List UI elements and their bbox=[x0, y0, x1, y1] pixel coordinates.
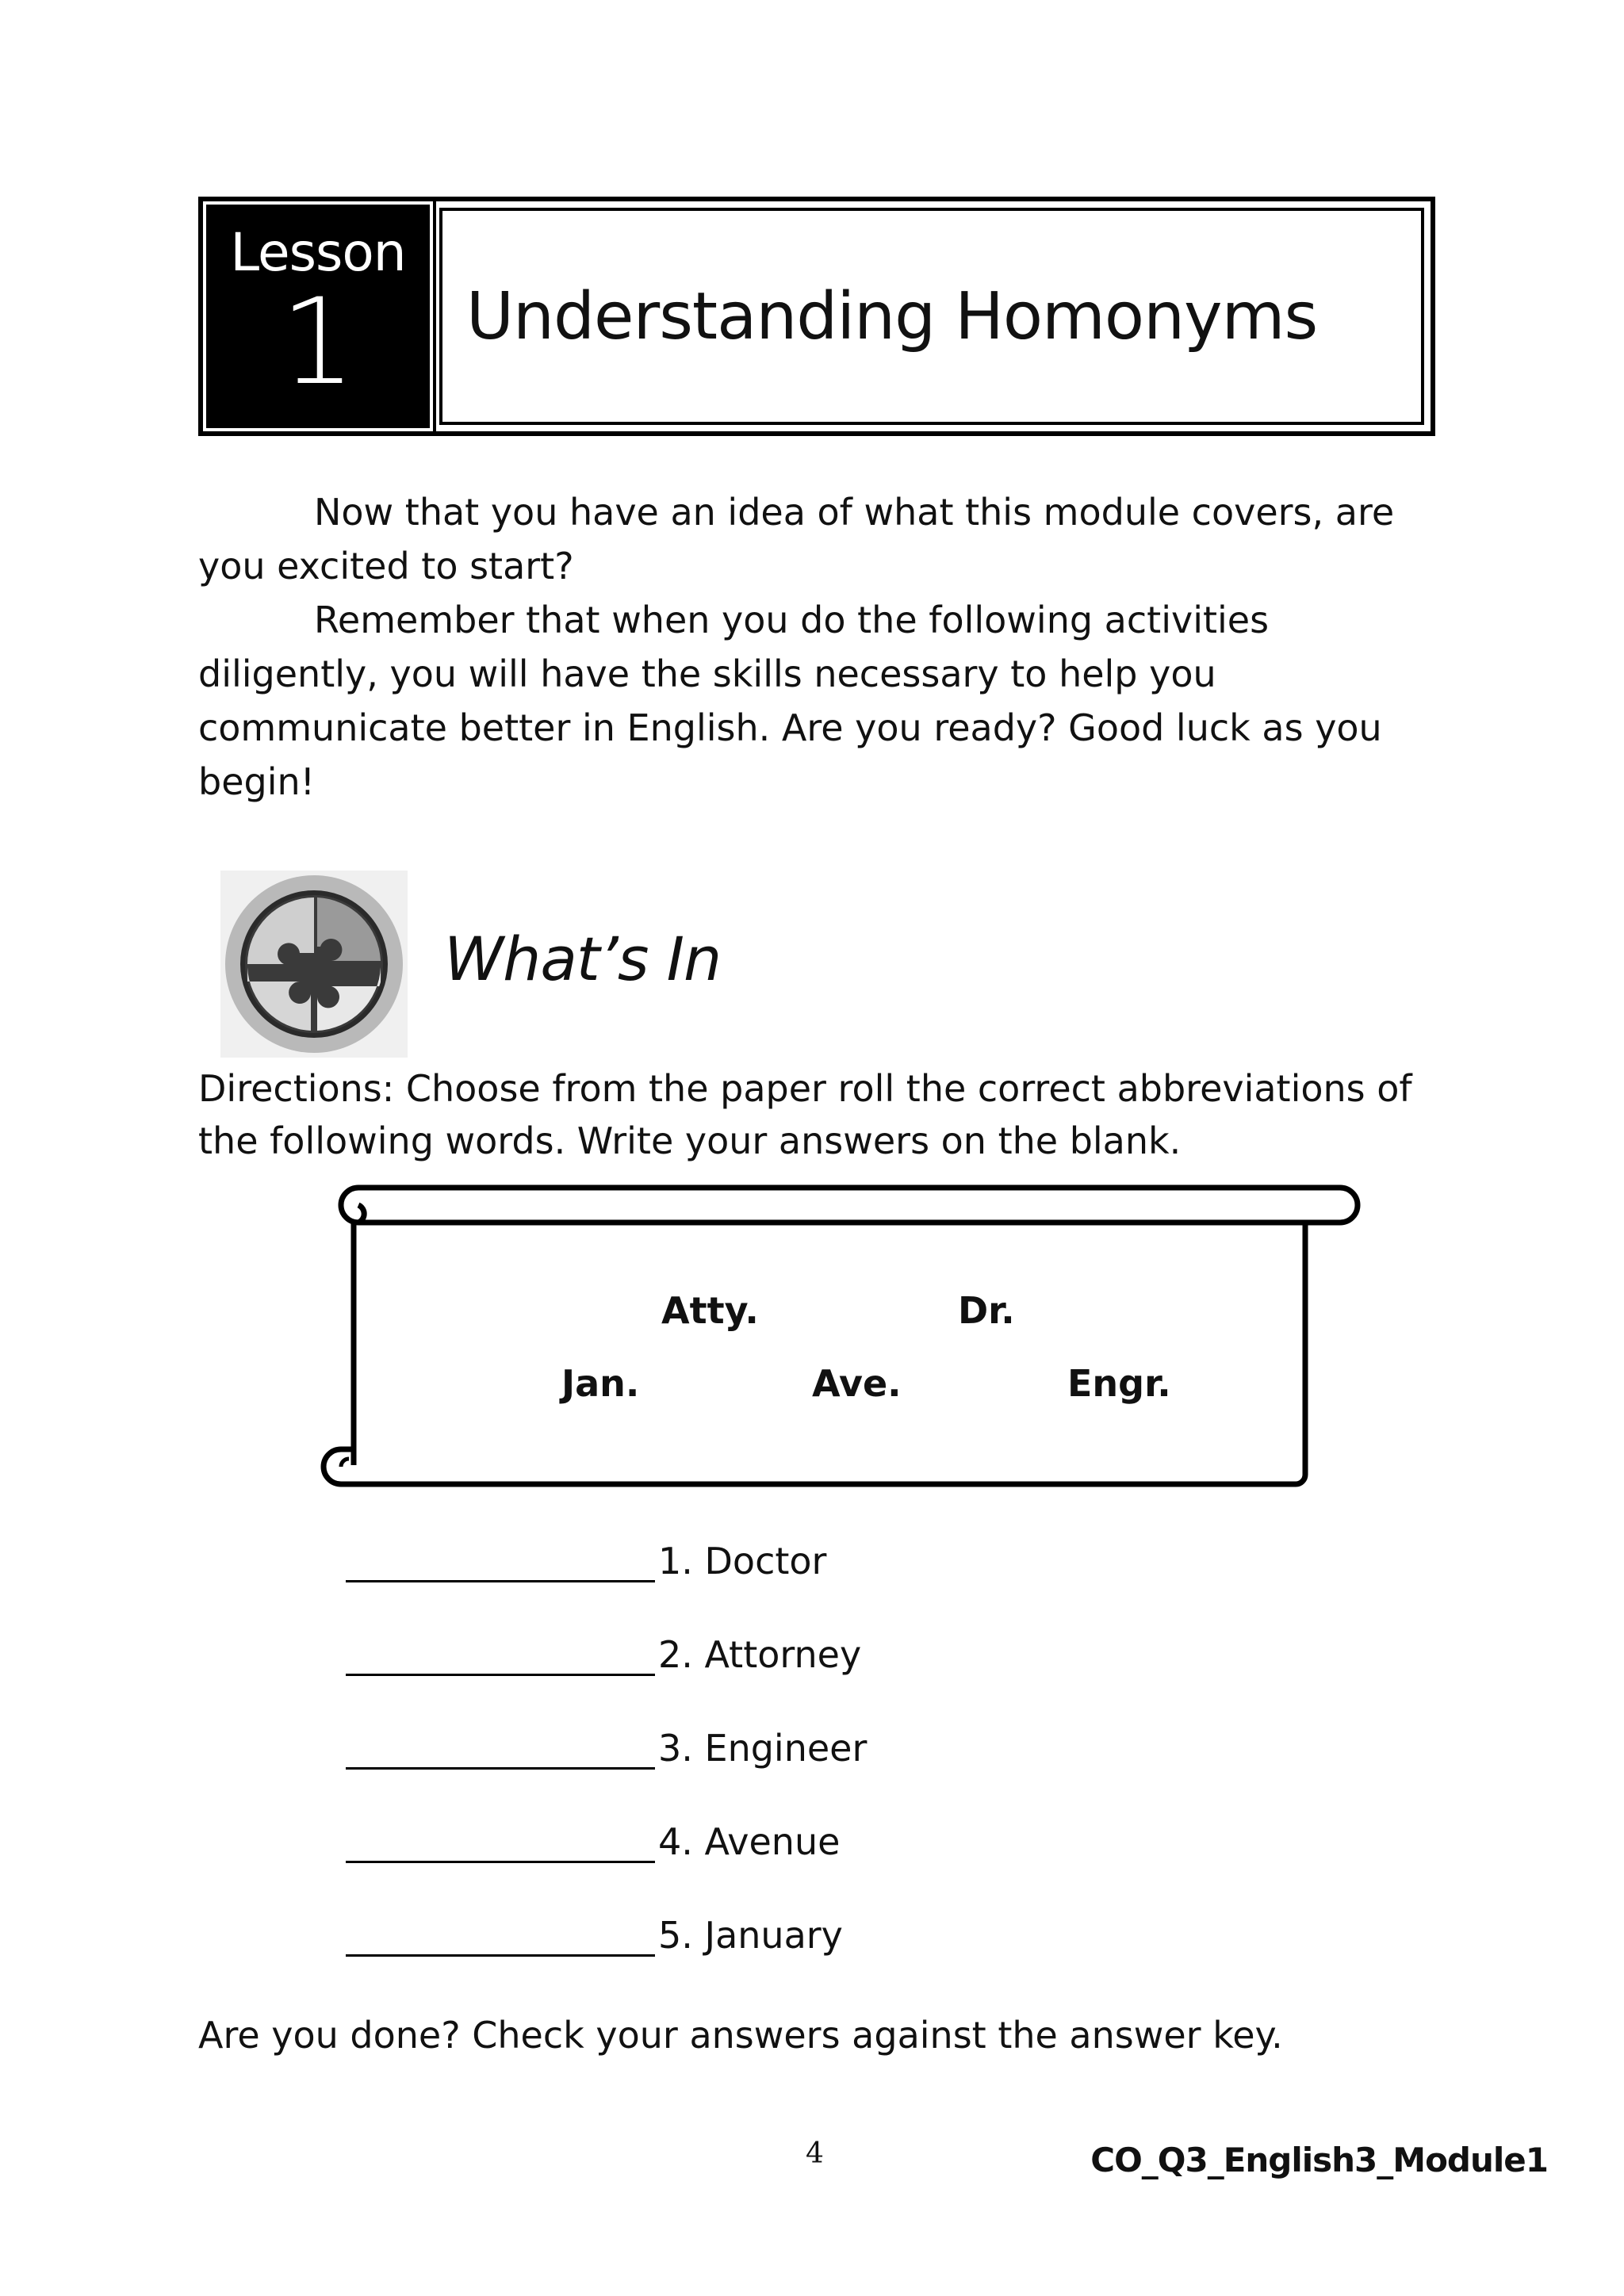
answer-blank[interactable] bbox=[346, 1923, 655, 1957]
intro-paragraph-2: Remember that when you do the following activities diligently, you will have the skills necessary to help you communicate better in English. Are you ready? Good luck as you begin! bbox=[198, 599, 1382, 803]
lesson-label: Lesson bbox=[230, 222, 406, 283]
item-label: 4. Avenue bbox=[658, 1820, 841, 1863]
exercise-item bbox=[346, 1727, 867, 1770]
closing-text: Are you done? Check your answers against the answer key. bbox=[198, 2014, 1283, 2057]
puzzle-icon bbox=[220, 871, 408, 1058]
item-label: 3. Engineer bbox=[658, 1727, 868, 1770]
exercise-item bbox=[346, 1633, 861, 1676]
roll-word: Engr. bbox=[1067, 1362, 1171, 1405]
lesson-header bbox=[198, 197, 1435, 436]
lesson-badge bbox=[203, 201, 433, 431]
intro-paragraph-1: Now that you have an idea of what this module covers, are you excited to start? bbox=[198, 491, 1395, 587]
item-label: 5. January bbox=[658, 1914, 843, 1957]
item-label: 2. Attorney bbox=[658, 1633, 862, 1676]
roll-word: Atty. bbox=[661, 1289, 759, 1332]
roll-word: Ave. bbox=[812, 1362, 902, 1405]
roll-word: Jan. bbox=[561, 1362, 640, 1405]
lesson-title-box bbox=[439, 208, 1424, 425]
item-label: 1. Doctor bbox=[658, 1540, 827, 1582]
module-code: CO_Q3_English3_Module1 bbox=[1090, 2141, 1548, 2179]
answer-blank[interactable] bbox=[346, 1829, 655, 1863]
exercise-item bbox=[346, 1914, 843, 1957]
lesson-number: 1 bbox=[280, 274, 356, 411]
paper-roll bbox=[309, 1181, 1364, 1498]
answer-blank[interactable] bbox=[346, 1548, 655, 1582]
section-title: What’s In bbox=[444, 924, 722, 994]
roll-word: Dr. bbox=[958, 1289, 1015, 1332]
exercise-item bbox=[346, 1820, 840, 1863]
answer-blank[interactable] bbox=[346, 1642, 655, 1676]
directions: Directions: Choose from the paper roll the correct abbreviations of the following words. Write your answers on the blank. bbox=[198, 1067, 1412, 1162]
page-number: 4 bbox=[806, 2137, 824, 2170]
exercise-item bbox=[346, 1540, 826, 1582]
answer-blank[interactable] bbox=[346, 1735, 655, 1770]
lesson-title: Understanding Homonyms bbox=[466, 278, 1318, 354]
